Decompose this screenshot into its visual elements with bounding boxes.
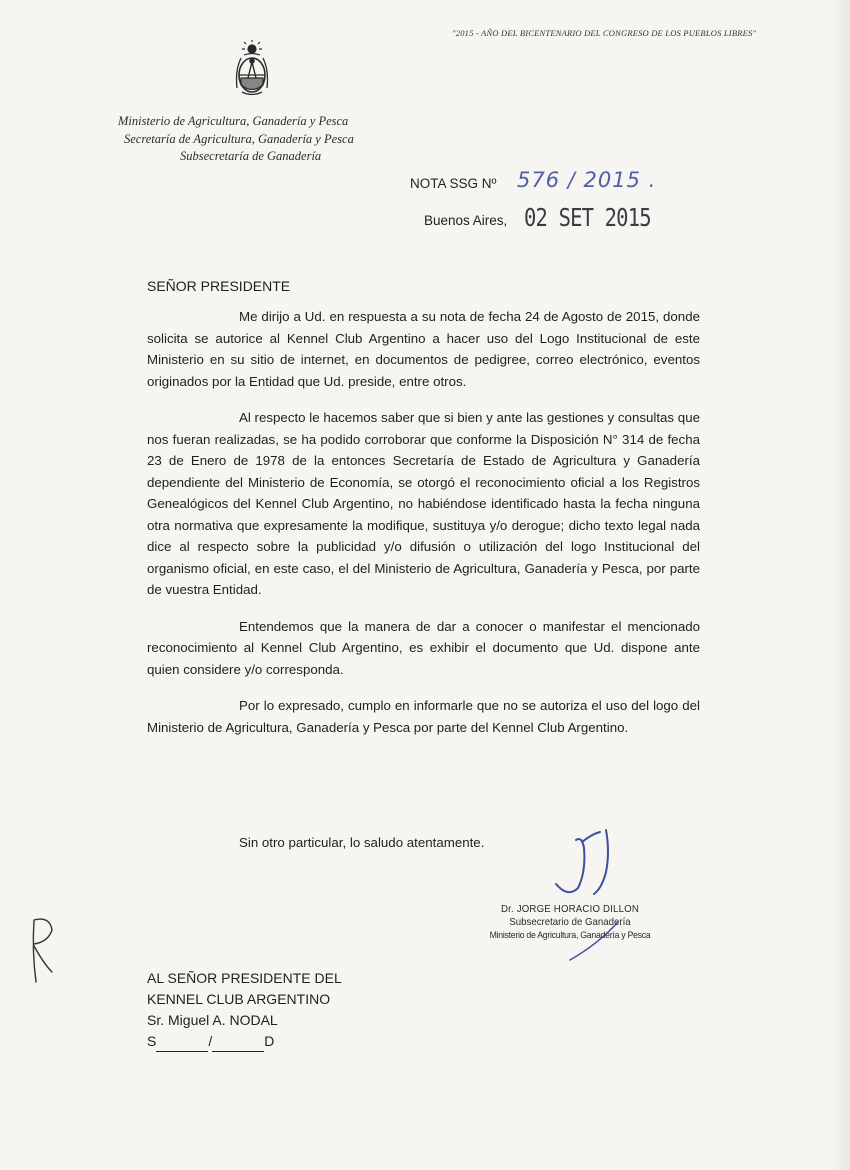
- date-stamp: 02 SET 2015: [524, 203, 651, 232]
- paragraph: Al respecto le hacemos saber que si bien y ante las gestiones y consultas que nos fueran realizadas, se ha podido corroborar que conforme la Disposición N° 314 de fecha 23 de Enero de 1978 de la entonces Secretaría de Estado de Agricultura y Ganadería dependiente del Ministerio de Economía, se otorgó el reconocimiento oficial a los Registros Genealógicos del Kennel Club Argentino, no habiéndose identificado hasta la fecha ninguna otra normativa que expresamente la modifique, sustituya y/o derogue; dicho texto legal nada dice al respecto sobre la publicidad y/o difusión o utilización del logo Institucional del organismo oficial, en este caso, el del Ministerio de Agricultura, Ganadería y Pesca, por parte de vuestra Entidad.: [147, 410, 700, 597]
- subsecretariat-line: Subsecretaría de Ganadería: [180, 149, 322, 163]
- header-motto: "2015 - AÑO DEL BICENTENARIO DEL CONGRESO DE LOS PUEBLOS LIBRES": [452, 28, 757, 38]
- paragraph: Entendemos que la manera de dar a conocer o manifestar el mencionado reconocimiento al Kennel Club Argentino, es exhibir el documento que Ud. dispone ante quien considere y/o corresponda.: [147, 618, 700, 677]
- signatory-block: [478, 903, 662, 942]
- ref-start: S: [147, 1033, 157, 1049]
- place-label: Buenos Aires,: [424, 213, 508, 228]
- secretariat-line: Secretaría de Agricultura, Ganadería y Pesca: [124, 131, 354, 146]
- recipient-block: [147, 968, 342, 1052]
- ministry-letterhead: [118, 113, 408, 166]
- closing-line: Sin otro particular, lo saludo atentamente.: [239, 835, 485, 850]
- paragraph: Me dirijo a Ud. en respuesta a su nota de fecha 24 de Agosto de 2015, donde solicita se autorice al Kennel Club Argentino a hacer uso del Logo Institucional de este Ministerio en su sitio de internet, en documentos de pedigree, correo electrónico, eventos originados por la Entidad que Ud. preside, entre otros.: [147, 309, 700, 389]
- paragraph: Por lo expresado, cumplo en informarle que no se autoriza el uso del logo del Ministerio de Agricultura, Ganadería y Pesca por parte del Kennel Club Argentino.: [147, 698, 700, 735]
- salutation: SEÑOR PRESIDENTE: [147, 278, 291, 294]
- signatory-name: Dr. JORGE HORACIO DILLON: [500, 903, 640, 915]
- recipient-name: Sr. Miguel A. NODAL: [147, 1012, 278, 1028]
- nota-label: NOTA SSG Nº: [410, 176, 497, 191]
- signatory-organization: Ministerio de Agricultura, Ganadería y Pesca: [489, 930, 651, 941]
- blank-field: [212, 1037, 264, 1052]
- margin-initials-signature: [22, 912, 62, 987]
- ref-separator: /: [208, 1033, 213, 1049]
- national-coat-of-arms-icon: [232, 40, 272, 98]
- blank-field: [156, 1037, 208, 1052]
- ref-end: D: [264, 1033, 275, 1049]
- recipient-line: KENNEL CLUB ARGENTINO: [147, 991, 331, 1007]
- letter-body: [147, 306, 700, 753]
- ministry-line: Ministerio de Agricultura, Ganadería y Pesca: [118, 114, 349, 128]
- signatory-title: Subsecretario de Ganadería: [509, 916, 631, 928]
- recipient-line: AL SEÑOR PRESIDENTE DEL: [147, 970, 342, 986]
- reference-line: [147, 1031, 342, 1052]
- page-edge: [832, 0, 850, 1170]
- nota-number: 576 / 2015 .: [517, 168, 657, 192]
- handwritten-signature: [548, 822, 638, 972]
